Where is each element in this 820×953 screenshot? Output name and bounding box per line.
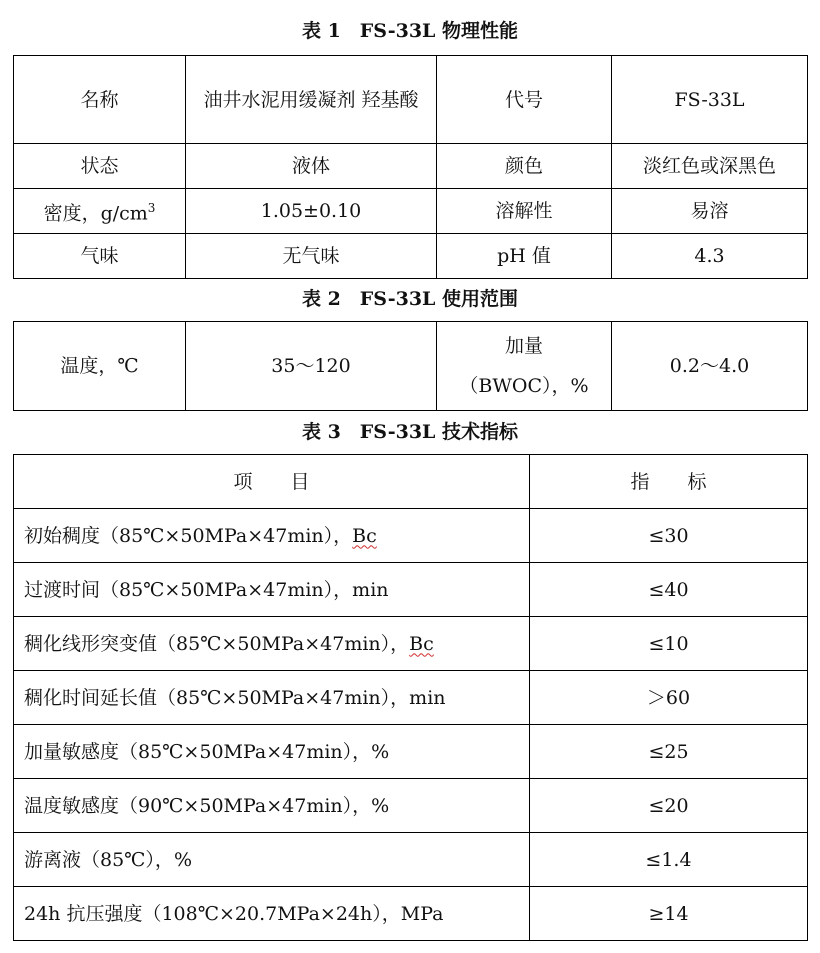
item-text: 稠化时间延长值（85℃×50MPa×47min）， [24, 686, 410, 709]
table2-caption: 表 2 FS-33L 使用范围 [301, 288, 519, 310]
item-cell [14, 509, 530, 563]
index-cell: ＞60 [530, 671, 808, 725]
table-row [14, 56, 808, 144]
header-item: 项 目 [14, 455, 530, 509]
index-cell: ≤30 [530, 509, 808, 563]
table-row [14, 779, 808, 833]
ph-value: 4.3 [612, 234, 808, 279]
item-cell [14, 833, 530, 887]
table-row [14, 671, 808, 725]
item-unit: min [352, 578, 389, 601]
dosage-value: 0.2～4.0 [612, 322, 808, 411]
solubility-label: 溶解性 [437, 189, 612, 234]
density-label [14, 189, 186, 234]
item-unit: % [173, 848, 192, 871]
item-unit: % [371, 794, 390, 817]
header-index: 指 标 [530, 455, 808, 509]
item-cell [14, 725, 530, 779]
item-text: 过渡时间（85℃×50MPa×47min）， [24, 578, 353, 601]
table-row [14, 833, 808, 887]
dosage-label-line2: （BWOC），% [459, 375, 589, 397]
item-unit: % [371, 740, 390, 763]
odor-value: 无气味 [186, 234, 437, 279]
table-row [14, 725, 808, 779]
name-value: 油井水泥用缓凝剂 羟基酸 [186, 56, 437, 144]
color-label: 颜色 [437, 144, 612, 189]
item-cell [14, 617, 530, 671]
table-row [14, 144, 808, 189]
table-row [14, 322, 808, 411]
table-row [14, 887, 808, 941]
table-row [14, 563, 808, 617]
item-cell [14, 563, 530, 617]
table1-caption: 表 1 FS-33L 物理性能 [301, 20, 519, 42]
state-label: 状态 [14, 144, 186, 189]
table-row [14, 234, 808, 279]
item-unit: Bc [409, 632, 434, 655]
index-cell: ≤40 [530, 563, 808, 617]
table-row [14, 617, 808, 671]
state-value: 液体 [186, 144, 437, 189]
color-value: 淡红色或深黑色 [612, 144, 808, 189]
index-cell: ≤25 [530, 725, 808, 779]
dosage-label [437, 322, 612, 411]
solubility-value: 易溶 [612, 189, 808, 234]
table-row [14, 189, 808, 234]
dosage-label-line1: 加量 [504, 335, 543, 357]
index-cell: ≤20 [530, 779, 808, 833]
item-cell [14, 887, 530, 941]
table-row [14, 509, 808, 563]
item-unit: Bc [352, 524, 377, 547]
technical-index-table [13, 454, 808, 941]
table-header-row [14, 455, 808, 509]
temperature-label: 温度，℃ [14, 322, 186, 411]
item-text: 游离液（85℃）， [24, 848, 174, 871]
index-cell: ≥14 [530, 887, 808, 941]
item-text: 初始稠度（85℃×50MPa×47min）， [24, 524, 353, 547]
code-value: FS-33L [612, 56, 808, 144]
name-label: 名称 [14, 56, 186, 144]
item-text: 稠化线形突变值（85℃×50MPa×47min）， [24, 632, 410, 655]
physical-properties-table [13, 55, 808, 279]
index-cell: ≤1.4 [530, 833, 808, 887]
item-text: 温度敏感度（90℃×50MPa×47min）， [24, 794, 372, 817]
item-cell [14, 671, 530, 725]
temperature-value: 35～120 [186, 322, 437, 411]
density-label-text: 密度，g/cm [43, 202, 148, 225]
item-text: 加量敏感度（85℃×50MPa×47min）， [24, 740, 372, 763]
density-exponent: 3 [147, 201, 156, 216]
item-unit: min [409, 686, 446, 709]
code-label: 代号 [437, 56, 612, 144]
odor-label: 气味 [14, 234, 186, 279]
usage-range-table [13, 321, 808, 411]
index-cell: ≤10 [530, 617, 808, 671]
table3-caption: 表 3 FS-33L 技术指标 [301, 421, 519, 443]
item-unit: MPa [400, 902, 444, 925]
item-text: 24h 抗压强度（108℃×20.7MPa×24h）， [24, 902, 401, 925]
ph-label: pH 值 [437, 234, 612, 279]
item-cell [14, 779, 530, 833]
density-value: 1.05±0.10 [186, 189, 437, 234]
